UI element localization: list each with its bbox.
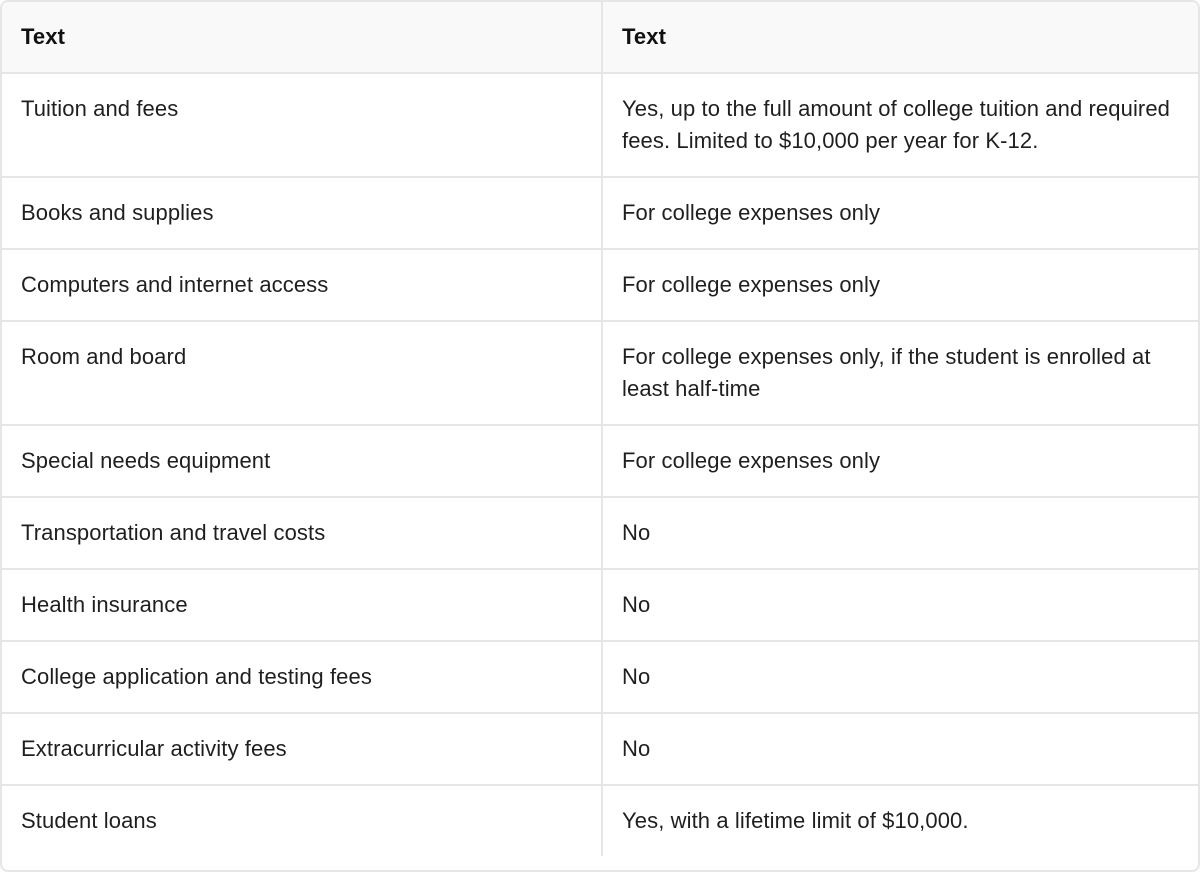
- table-row: [2, 713, 1198, 785]
- table-row: [2, 177, 1198, 249]
- expense-cell: Health insurance: [2, 569, 602, 641]
- coverage-cell: For college expenses only, if the student is enrolled at least half-time: [602, 321, 1198, 425]
- expense-cell: Tuition and fees: [2, 73, 602, 177]
- coverage-cell: For college expenses only: [602, 425, 1198, 497]
- expense-cell: Computers and internet access: [2, 249, 602, 321]
- column-header-expense: Text: [2, 2, 602, 73]
- coverage-cell: No: [602, 713, 1198, 785]
- coverage-cell: No: [602, 497, 1198, 569]
- expense-cell: Extracurricular activity fees: [2, 713, 602, 785]
- coverage-cell: For college expenses only: [602, 249, 1198, 321]
- expense-coverage-table: [2, 2, 1198, 856]
- table-row: [2, 569, 1198, 641]
- coverage-cell: No: [602, 569, 1198, 641]
- table-row: [2, 425, 1198, 497]
- table-row: [2, 785, 1198, 856]
- coverage-cell: Yes, up to the full amount of college tuition and required fees. Limited to $10,000 per year for K-12.: [602, 73, 1198, 177]
- coverage-cell: For college expenses only: [602, 177, 1198, 249]
- table-row: [2, 249, 1198, 321]
- coverage-cell: No: [602, 641, 1198, 713]
- table-row: [2, 73, 1198, 177]
- table-row: [2, 641, 1198, 713]
- table-body: [2, 73, 1198, 856]
- expense-cell: College application and testing fees: [2, 641, 602, 713]
- coverage-cell: Yes, with a lifetime limit of $10,000.: [622, 808, 969, 833]
- expense-cell: Books and supplies: [2, 177, 602, 249]
- column-header-coverage: Text: [602, 2, 1198, 73]
- header-row: [2, 2, 1198, 73]
- table-row: [2, 497, 1198, 569]
- expense-cell: Transportation and travel costs: [2, 497, 602, 569]
- table-row: [2, 321, 1198, 425]
- expense-cell: Room and board: [2, 321, 602, 425]
- table-header: [2, 2, 1198, 73]
- expense-cell: Student loans: [2, 785, 602, 856]
- expense-cell: Special needs equipment: [2, 425, 602, 497]
